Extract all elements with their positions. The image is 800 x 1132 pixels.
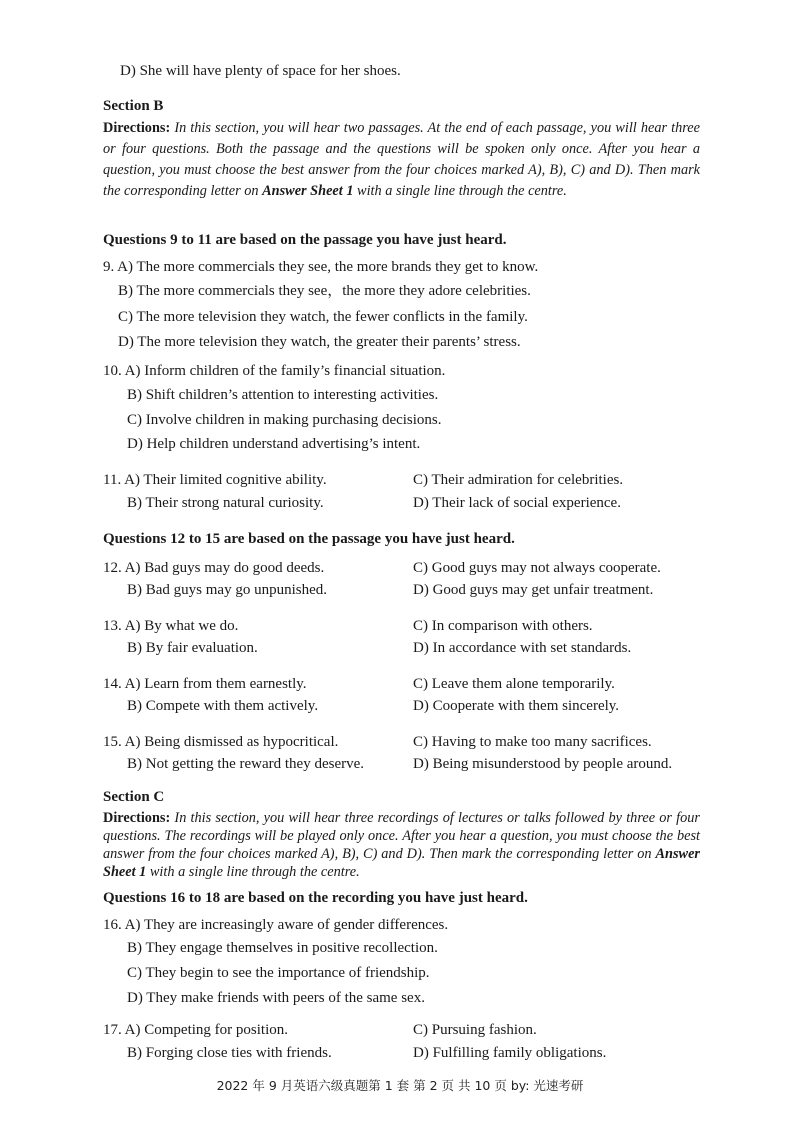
question-group-heading: Questions 12 to 15 are based on the passage you have just heard.: [103, 531, 515, 547]
option-9d: D) The more television they watch, the greater their parents’ stress.: [118, 334, 521, 350]
section-c-heading: Section C: [103, 789, 165, 805]
option-17d: D) Fulfilling family obligations.: [413, 1045, 607, 1061]
option-11b: B) Their strong natural curiosity.: [127, 495, 324, 511]
option-16a: 16. A) They are increasingly aware of gender differences.: [103, 917, 449, 933]
option-11a: 11. A) Their limited cognitive ability.: [103, 472, 327, 488]
option-17c: C) Pursuing fashion.: [413, 1022, 537, 1038]
option-15b: B) Not getting the reward they deserve.: [127, 756, 365, 772]
option-10c: C) Involve children in making purchasing decisions.: [127, 412, 442, 428]
option-12d: D) Good guys may get unfair treatment.: [413, 582, 654, 598]
option-9b: B) The more commercials they see，the more they adore celebrities.: [118, 283, 531, 299]
option-12b: B) Bad guys may go unpunished.: [127, 582, 327, 598]
question-group-heading: Questions 9 to 11 are based on the passage you have just heard.: [103, 232, 507, 248]
option-8d: D) She will have plenty of space for her shoes.: [120, 63, 401, 79]
option-9c: C) The more television they watch, the fewer conflicts in the family.: [118, 309, 528, 325]
option-13b: B) By fair evaluation.: [127, 640, 258, 656]
directions-label: Directions:: [103, 810, 171, 826]
option-9a: 9. A) The more commercials they see, the more brands they get to know.: [103, 259, 539, 275]
option-15a: 15. A) Being dismissed as hypocritical.: [103, 734, 339, 750]
directions-text: In this section, you will hear two passages. At the end of each passage, you will hear three or four questions. Both the passage and the questions will be spoken only once. After you hear a question, you must choose the best answer from the four choices marked A), B), C) and D). Then mark the corresponding letter on: [103, 120, 700, 199]
option-11d: D) Their lack of social experience.: [413, 495, 621, 511]
option-15c: C) Having to make too many sacrifices.: [413, 734, 652, 750]
option-10a: 10. A) Inform children of the family’s financial situation.: [103, 363, 446, 379]
option-11c: C) Their admiration for celebrities.: [413, 472, 624, 488]
option-16d: D) They make friends with peers of the same sex.: [127, 990, 425, 1006]
section-b-heading: Section B: [103, 98, 164, 114]
directions-text: In this section, you will hear three recordings of lectures or talks followed by three or four questions. The recordings will be played only once. After you hear a question, you must choose the best answer from the four choices marked A), B), C) and D). Then mark the corresponding letter on: [103, 810, 700, 862]
option-10d: D) Help children understand advertising’s intent.: [127, 436, 421, 452]
option-14b: B) Compete with them actively.: [127, 698, 319, 714]
option-14c: C) Leave them alone temporarily.: [413, 676, 615, 692]
option-16c: C) They begin to see the importance of friendship.: [127, 965, 430, 981]
directions-text-end: with a single line through the centre.: [146, 864, 360, 880]
option-13c: C) In comparison with others.: [413, 618, 593, 634]
option-17b: B) Forging close ties with friends.: [127, 1045, 332, 1061]
option-17a: 17. A) Competing for position.: [103, 1022, 288, 1038]
section-c-directions: [103, 809, 700, 881]
option-13d: D) In accordance with set standards.: [413, 640, 632, 656]
directions-label: Directions:: [103, 120, 171, 136]
option-12a: 12. A) Bad guys may do good deeds.: [103, 560, 325, 576]
option-13a: 13. A) By what we do.: [103, 618, 239, 634]
question-group-heading: Questions 16 to 18 are based on the recording you have just heard.: [103, 890, 528, 906]
section-b-directions: [103, 118, 700, 202]
page-footer: 2022 年 9 月英语六级真题第 1 套 第 2 页 共 10 页 by: 光速考研: [216, 1078, 584, 1093]
option-12c: C) Good guys may not always cooperate.: [413, 560, 661, 576]
option-15d: D) Being misunderstood by people around.: [413, 756, 673, 772]
option-10b: B) Shift children’s attention to interesting activities.: [127, 387, 439, 403]
answer-sheet-emphasis: Answer Sheet 1: [262, 183, 354, 199]
answer-sheet-emphasis: Answer Sheet 1: [103, 846, 700, 880]
option-16b: B) They engage themselves in positive recollection.: [127, 940, 438, 956]
option-14a: 14. A) Learn from them earnestly.: [103, 676, 307, 692]
option-14d: D) Cooperate with them sincerely.: [413, 698, 620, 714]
directions-text-end: with a single line through the centre.: [353, 183, 567, 199]
